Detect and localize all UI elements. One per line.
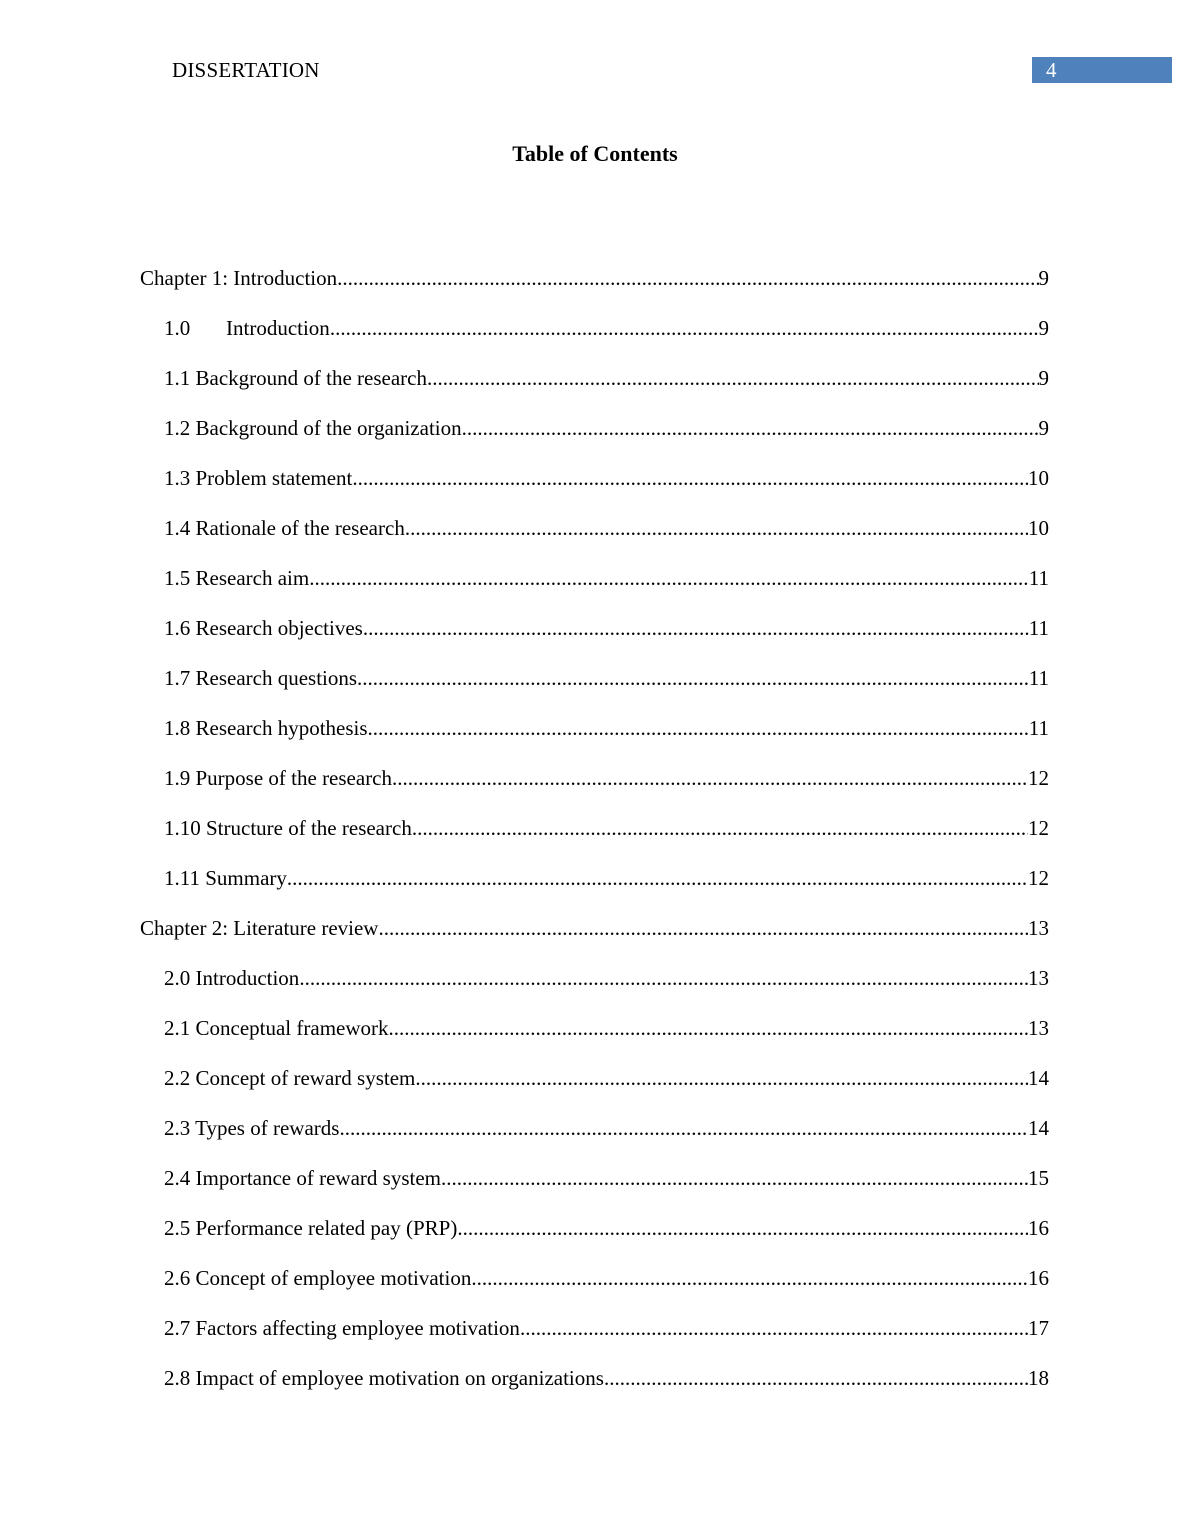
toc-entry-text: 1.5 Research aim	[164, 566, 310, 590]
toc-dot-leader	[368, 714, 1029, 742]
toc-entry[interactable]	[164, 714, 1049, 742]
toc-entry[interactable]	[140, 264, 1049, 292]
toc-entry-page: 9	[1038, 266, 1049, 290]
toc-entry-text: 1.11 Summary	[164, 866, 287, 890]
toc-dot-leader	[299, 964, 1028, 992]
toc-entry-page: 9	[1038, 316, 1049, 340]
toc-entry-text: 2.7 Factors affecting employee motivation	[164, 1316, 520, 1340]
toc-entry-number: 1.0	[164, 316, 191, 340]
toc-entry-text: 1.4 Rationale of the research	[164, 516, 405, 540]
toc-entry-page: 11	[1028, 666, 1049, 690]
toc-dot-leader	[378, 914, 1028, 942]
toc-dot-leader	[389, 1014, 1028, 1042]
toc-entry-page: 14	[1028, 1116, 1049, 1140]
toc-entry-page: 17	[1028, 1316, 1049, 1340]
toc-entry[interactable]	[164, 814, 1049, 842]
toc-entry[interactable]	[140, 914, 1049, 942]
toc-entry[interactable]	[164, 864, 1049, 892]
toc-entry[interactable]	[164, 314, 1049, 342]
toc-dot-leader	[363, 614, 1029, 642]
toc-dot-leader	[337, 264, 1038, 292]
toc-entry[interactable]	[164, 414, 1049, 442]
toc-entry-text: 2.8 Impact of employee motivation on organizations	[164, 1366, 604, 1390]
toc-entry-text: 2.3 Types of rewards	[164, 1116, 340, 1140]
toc-dot-leader	[309, 564, 1029, 592]
toc-entry[interactable]	[164, 514, 1049, 542]
toc-dot-leader	[352, 464, 1028, 492]
page-number-badge: 4	[1032, 57, 1172, 83]
toc-entry[interactable]	[164, 1364, 1049, 1392]
toc-entry-text: 1.2 Background of the organization	[164, 416, 462, 440]
toc-entry-page: 15	[1028, 1166, 1049, 1190]
toc-dot-leader	[471, 1264, 1028, 1292]
toc-entry-text: 1.3 Problem statement	[164, 466, 353, 490]
toc-dot-leader	[441, 1164, 1028, 1192]
toc-entry-text: 1.7 Research questions	[164, 666, 358, 690]
toc-entry[interactable]	[164, 364, 1049, 392]
toc-entry-text: 1.6 Research objectives	[164, 616, 363, 640]
toc-entry[interactable]	[164, 1314, 1049, 1342]
toc-entry-page: 11	[1028, 566, 1049, 590]
toc-entry[interactable]	[164, 1014, 1049, 1042]
toc-entry-page: 14	[1028, 1066, 1049, 1090]
toc-entry-page: 12	[1028, 866, 1049, 890]
toc-dot-leader	[287, 864, 1028, 892]
toc-entry-text: 1.1 Background of the research	[164, 366, 427, 390]
toc-entry-page: 11	[1028, 716, 1049, 740]
toc-dot-leader	[457, 1214, 1028, 1242]
toc-entry[interactable]	[164, 964, 1049, 992]
toc-dot-leader	[330, 314, 1039, 342]
toc-dot-leader	[339, 1114, 1028, 1142]
toc-entry-page: 12	[1028, 766, 1049, 790]
toc-entry-text: 2.4 Importance of reward system	[164, 1166, 441, 1190]
toc-entry-text: Chapter 1: Introduction	[140, 266, 338, 290]
toc-entry-text: 2.1 Conceptual framework	[164, 1016, 389, 1040]
toc-dot-leader	[520, 1314, 1028, 1342]
toc-dot-leader	[392, 764, 1028, 792]
toc-dot-leader	[405, 514, 1028, 542]
toc-entry-page: 10	[1028, 466, 1049, 490]
toc-entry-page: 9	[1038, 366, 1049, 390]
toc-dot-leader	[462, 414, 1039, 442]
toc-entry[interactable]	[164, 1214, 1049, 1242]
toc-entry-page: 10	[1028, 516, 1049, 540]
toc-entry[interactable]	[164, 1264, 1049, 1292]
toc-entry-page: 13	[1028, 916, 1049, 940]
toc-entry-page: 18	[1028, 1366, 1049, 1390]
toc-entry-text: 2.5 Performance related pay (PRP)	[164, 1216, 458, 1240]
toc-entry-text: 1.8 Research hypothesis	[164, 716, 368, 740]
toc-entry-text: 1.9 Purpose of the research	[164, 766, 393, 790]
toc-dot-leader	[415, 1064, 1028, 1092]
toc-entry[interactable]	[164, 1164, 1049, 1192]
toc-entry-text: 2.6 Concept of employee motivation	[164, 1266, 472, 1290]
toc-entry[interactable]	[164, 464, 1049, 492]
toc-dot-leader	[604, 1364, 1028, 1392]
toc-entry-page: 11	[1028, 616, 1049, 640]
toc-entry-text: 2.0 Introduction	[164, 966, 300, 990]
toc-entry-page: 16	[1028, 1216, 1049, 1240]
running-header-title: DISSERTATION	[172, 58, 320, 82]
toc-entry-text: Chapter 2: Literature review	[140, 916, 379, 940]
toc-entry-text: Introduction	[226, 316, 330, 340]
toc-entry-page: 13	[1028, 966, 1049, 990]
toc-entry-text: 1.10 Structure of the research	[164, 816, 412, 840]
toc-entry[interactable]	[164, 564, 1049, 592]
toc-entry[interactable]	[164, 664, 1049, 692]
toc-entry-page: 13	[1028, 1016, 1049, 1040]
toc-entry[interactable]	[164, 614, 1049, 642]
toc-dot-leader	[357, 664, 1029, 692]
toc-entry[interactable]	[164, 1114, 1049, 1142]
toc-entry[interactable]	[164, 764, 1049, 792]
toc-entry-page: 16	[1028, 1266, 1049, 1290]
toc-dot-leader	[427, 364, 1039, 392]
toc-heading: Table of Contents	[512, 141, 678, 166]
toc-entry[interactable]	[164, 1064, 1049, 1092]
toc-entry-page: 9	[1038, 416, 1049, 440]
toc-entry-text: 2.2 Concept of reward system	[164, 1066, 416, 1090]
toc-entry-page: 12	[1028, 816, 1049, 840]
toc-dot-leader	[412, 814, 1028, 842]
